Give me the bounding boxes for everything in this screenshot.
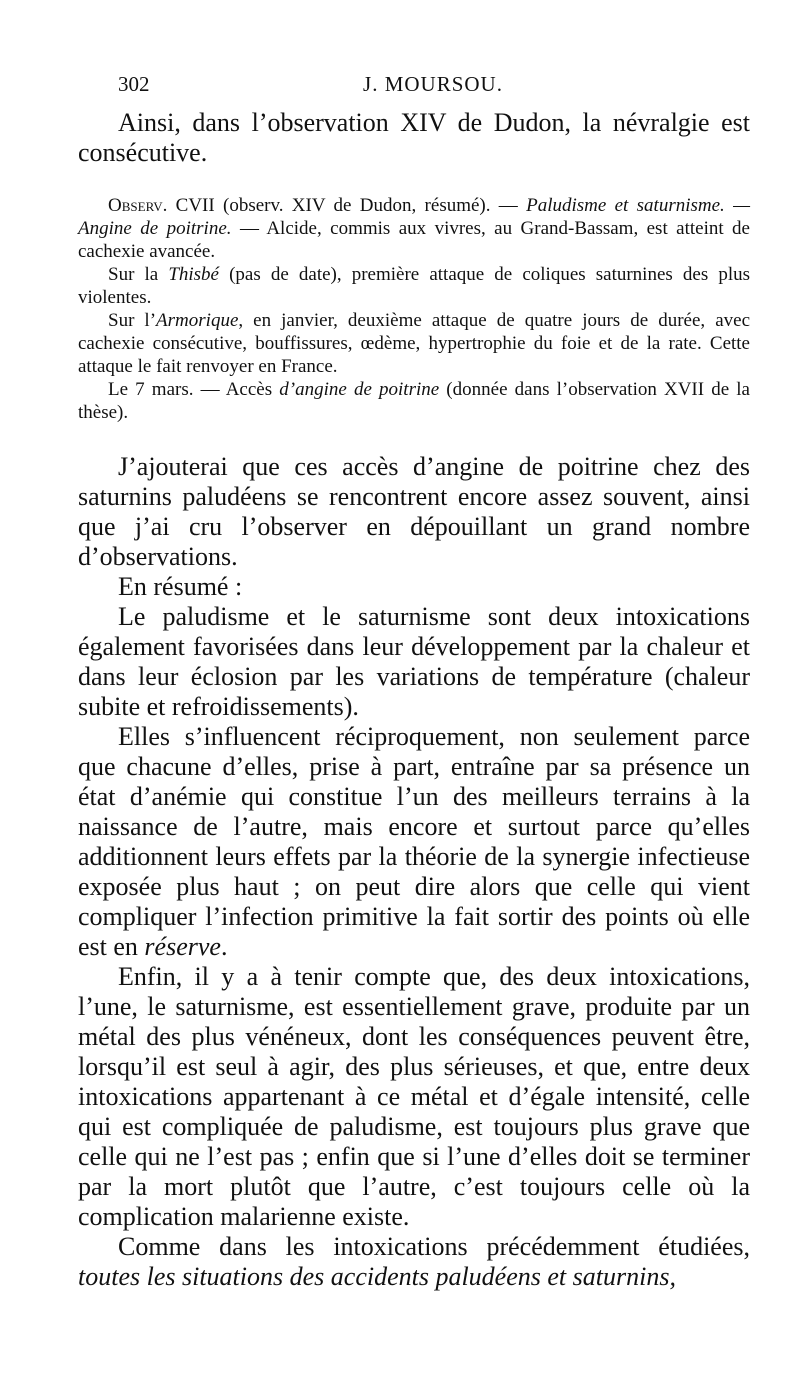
body-paragraph: J’ajouterai que ces accès d’angine de poitrine chez des saturnins paludéens se rencontrent encore assez souvent, ainsi que j’ai cru l’observer en dépouillant un grand nombre d’observations. xyxy=(78,452,750,571)
body-paragraph: En résumé : xyxy=(118,572,243,601)
observation-emphasis: d’angine de poitrine xyxy=(279,379,440,400)
observation-summary: — Alcide, commis aux vivres, au Grand-Bassam, est atteint de cachexie avancée. xyxy=(78,218,750,262)
observation-text: (pas de date), première attaque de coliques saturnines des plus violentes. xyxy=(78,264,750,308)
body-paragraph: Enfin, il y a à tenir compte que, des deux intoxications, l’une, le saturnisme, est essentiellement grave, produite par un métal des plus vénéneux, dont les conséquences peuvent être, lorsqu’il est seul à agir, des plus sérieuses, et que, entre deux intoxications appartenant à ce métal et d’égale intensité, celle qui est compliquée de paludisme, est toujours plus grave que celle qui ne l’est pas ; enfin que si l’une d’elles doit se terminer par la mort plutôt que l’autre, c’est toujours celle où la complication malarienne existe. xyxy=(78,962,750,1231)
observation-paragraph xyxy=(78,263,750,309)
ship-name: Armorique xyxy=(156,310,239,331)
observation-heading-rest: CVII (observ. XIV de Dudon, résumé). — xyxy=(167,195,527,216)
observation-paragraph xyxy=(78,378,750,424)
observation-paragraph xyxy=(78,309,750,378)
observation-text: Le 7 mars. — Accès xyxy=(108,379,280,400)
body-paragraph xyxy=(78,722,750,962)
observation-text: Sur la xyxy=(108,264,169,285)
page-header xyxy=(118,72,748,104)
observation-title: Paludisme et saturnisme. — Angine de poitrine. xyxy=(78,195,750,239)
observation-text: (donnée dans l’observation XVII de la thèse). xyxy=(78,379,750,423)
body-emphasis: réserve xyxy=(144,932,221,961)
body-emphasis: toutes les situations des accidents paludéens et saturnins, xyxy=(78,1262,676,1291)
page-number: 302 xyxy=(118,72,150,96)
main-text xyxy=(78,452,750,1292)
ship-name: Thisbé xyxy=(168,264,219,285)
observation-label: Observ. xyxy=(108,195,168,216)
body-text: Elles s’influencent réciproquement, non seulement parce que chacune d’elles, prise à part, entraîne par sa présence un état d’anémie qui constitue l’un des meilleurs terrains à la naissance de l’autre, mais encore et surtout parce qu’elles additionnent leurs effets par la théorie de la synergie infectieuse exposée plus haut ; on peut dire alors que celle qui vient compliquer l’infection primitive la fait sortir des points où elle est en xyxy=(78,722,750,961)
intro-paragraph: Ainsi, dans l’observation XIV de Dudon, la névralgie est consécutive. xyxy=(78,108,750,167)
page-body xyxy=(78,108,750,1292)
observation-heading xyxy=(78,194,750,263)
observation-text: , en janvier, deuxième attaque de quatre jours de durée, avec cachexie consécutive, bouffissures, œdème, hypertrophie du foie et de la rate. Cette attaque le fait renvoyer en France. xyxy=(78,310,751,377)
body-paragraph xyxy=(78,1232,750,1292)
body-text: . xyxy=(220,932,228,961)
body-paragraph: Le paludisme et le saturnisme sont deux intoxications également favorisées dans leur développement par la chaleur et dans leur éclosion par les variations de température (chaleur subite et refroidissements). xyxy=(78,602,750,721)
observation-text: Sur l’ xyxy=(108,310,157,331)
observation-block xyxy=(78,194,750,424)
body-text: Comme dans les intoxications précédemment étudiées, xyxy=(118,1232,750,1261)
running-head: J. MOURSOU. xyxy=(363,72,503,96)
